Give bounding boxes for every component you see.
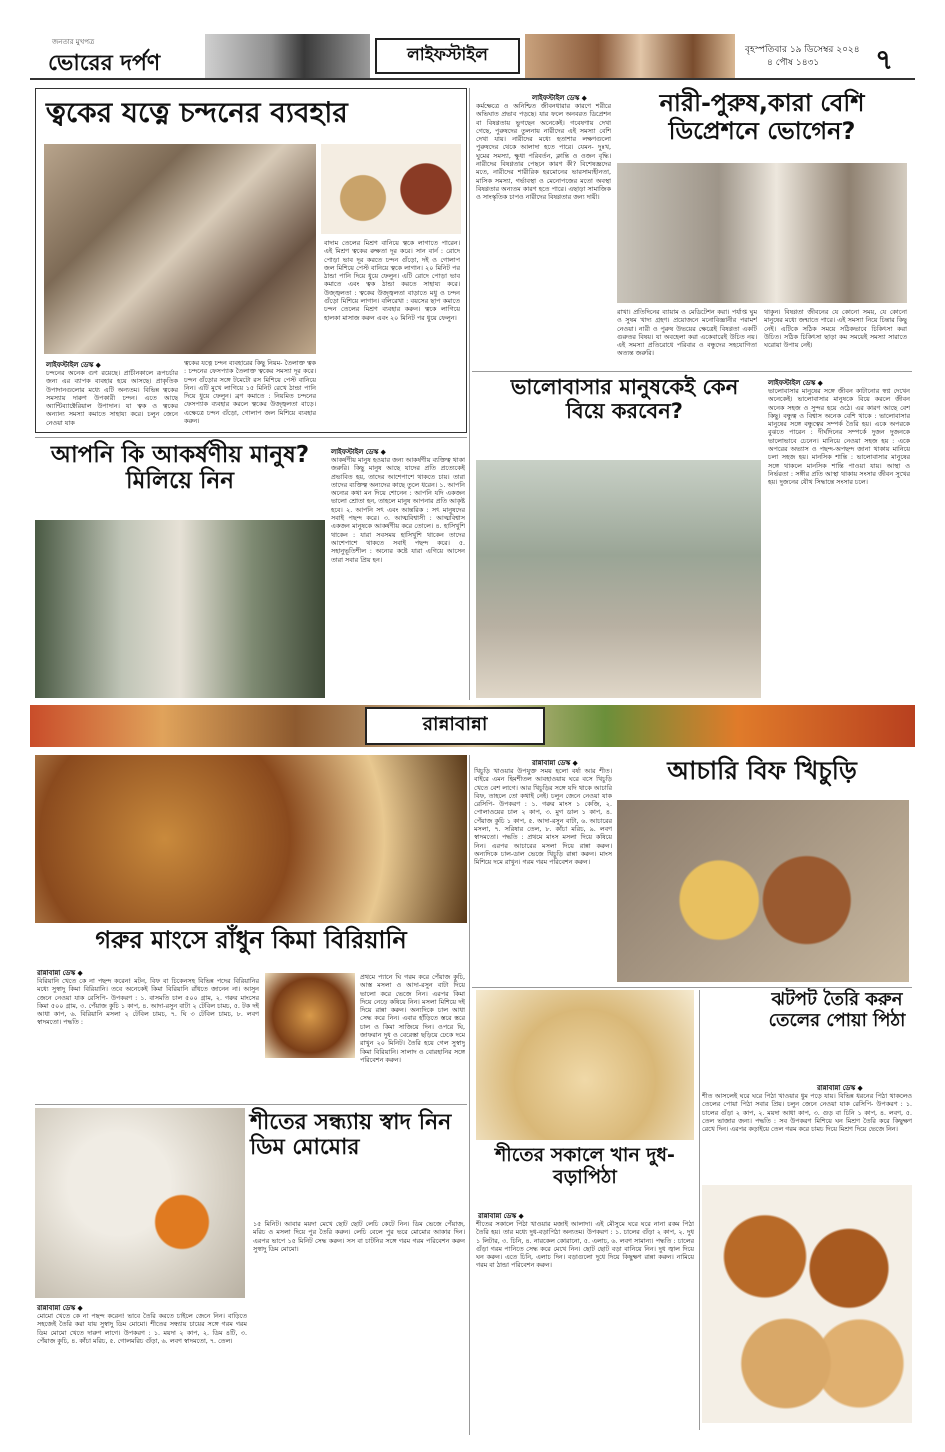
article-title: ত্বকের যত্নে চন্দনের ব্যবহার xyxy=(46,96,348,129)
article-byline: লাইফস্টাইল ডেস্ক ◆ xyxy=(768,379,823,387)
date-gregorian: বৃহস্পতিবার ১৯ ডিসেম্বর ২০২৪ xyxy=(745,45,860,55)
row-divider xyxy=(35,437,467,438)
article-title: গরুর মাংসে রাঁধুন কিমা বিরিয়ানি xyxy=(95,926,407,954)
article-photo-couple-walk xyxy=(476,460,761,698)
logo-text: ভোরের দর্পণ xyxy=(48,50,161,76)
logo-tagline: জনতার মুখপত্র xyxy=(52,38,95,46)
article-photo-meeting xyxy=(35,520,325,698)
article-byline: রান্নাবান্না ডেস্ক ◆ xyxy=(478,1212,524,1220)
column-divider xyxy=(469,755,470,1435)
row-divider xyxy=(472,987,912,988)
header-photo-right xyxy=(525,34,735,78)
article-khichuri xyxy=(472,755,912,985)
cookery-section-title: রান্নাবান্না xyxy=(365,707,545,745)
article-col3: বাদাম তেলের মিশ্রণ বানিয়ে ত্বকে লাগাতে পারেন। এই মিশ্রণ ত্বকের রুক্ষতা দূর করে। সান বার্ন : রোদে পোড়া ভাব দূর করতে চন্দন গুঁড়ো, দই ও গোলাপ জল মিশিয়ে পেস্ট বানিয়ে ত্বকে লাগান। ২০ মিনিট পর ঠান্ডা পানি দিয়ে ধুয়ে ফেলুন। এটি রোদে পোড়া ভাব কমাতে এবং ত্বক ঠান্ডা করতে সাহায্য করে। উজ্জ্বলতা : ত্বকের উজ্জ্বলতা বাড়াতে মধু ও চন্দন গুঁড়ো মিশিয়ে লাগান। বলিরেখা : বয়সের ছাপ কমাতে চন্দন তেলের মিশ্রণ ব্যবহার করুন। ত্বকে লাগিয়ে হালকা মাসাজ করুন এবং ২০ মিনিট পর ধুয়ে ফেলুন। xyxy=(324,239,460,322)
article-biryani xyxy=(35,755,467,1100)
article-title: ঝটপট তৈরি করুন তেলের পোয়া পিঠা xyxy=(768,989,906,1031)
article-byline: রান্নাবান্না ডেস্ক ◆ xyxy=(37,1304,83,1312)
article-photo-sandalwood xyxy=(321,144,461,234)
article-col2: রাখা। প্রতিদিনের ব্যায়াম ও মেডিটেশন করা। পর্যাপ্ত ঘুম ও সুষম খাদ্য গ্রহণ। প্রয়োজনে মনোবিজ্ঞানীর পরামর্শ নেওয়া। নারী ও পুরুষ উভয়ের ক্ষেত্রেই বিষণ্ণতা একটি গুরুতর বিষয়। যা অবহেলা করা একেবারেই উচিত নয়। এই সমস্যা প্রতিরোধে পরিবার ও বন্ধুদের সহযোগিতা অত্যন্ত জরুরি। xyxy=(617,308,757,358)
article-photo-khichuri xyxy=(617,800,909,982)
row-divider xyxy=(472,371,912,372)
section-title: লাইফস্টাইল xyxy=(375,38,520,74)
page-number: ৭ xyxy=(875,43,894,76)
article-title: শীতের সকালে খান দুধ-বড়াপিঠা xyxy=(495,1144,675,1188)
article-byline: রান্নাবান্না ডেস্ক ◆ xyxy=(532,759,578,767)
article-col1: মোমো খেতে কে না পছন্দ করেন! ভাবে তৈরি করতে চাইলে জেনে নিন। বাড়িতে সহজেই তৈরি করা যায় সুস্বাদু ডিম মোমো। শীতের সন্ধ্যায় চায়ের সঙ্গে গরম গরম ডিম মোমো খেতে দারুণ লাগে। উপকরণ : ১. ময়দা ২ কাপ, ২. ডিম ৪টি, ৩. পেঁয়াজ কুচি, ৪. কাঁচা মরিচ, ৫. গোলমরিচ গুঁড়া, ৬. লবণ স্বাদমতো, ৭. তেল। xyxy=(37,1312,247,1345)
article-photo-poa xyxy=(702,1185,912,1423)
masthead xyxy=(30,34,915,80)
article-col1: চন্দনের অনেক গুণ রয়েছে। প্রাচীনকালে রূপচর্চার জন্য এর ব্যাপক ব্যবহার হয়ে আসছে। প্রাকৃতিক উপাদানগুলোর মধ্যে এটি অন্যতম। বিভিন্ন ত্বকের সমস্যায় দারুণ উপকারী চন্দন। এতে আছে অ্যান্টিব্যাক্টেরিয়াল উপাদান। যা ত্বক ও ত্বকের অন্যান্য সমস্যা কমাতে সাহায্য করে। চলুন জেনে নেওয়া যাক xyxy=(46,369,178,427)
article-title: আচারি বিফ খিচুড়ি xyxy=(667,756,857,785)
article-sandalwood xyxy=(35,88,467,433)
article-byline: রান্নাবান্না ডেস্ক ◆ xyxy=(37,969,83,977)
article-byline: লাইফস্টাইল ডেস্ক ◆ xyxy=(46,361,101,369)
article-byline: লাইফস্টাইল ডেস্ক ◆ xyxy=(331,448,386,456)
article-col1: কর্মক্ষেত্রে ও অনিশ্চিত জীবনধারার কারণে শরীরে অভিঘাত প্রভাব পড়ছে। যার ফলে অনবরত ডিপ্রেশন বা বিষণ্ণতায় ভুগছেন অনেকেই। গবেষণায় দেখা গেছে, পুরুষদের তুলনায় নারীদের এই সমস্যা বেশি দেখা যায়। নারীদের মধ্যে হতাশার লক্ষণগুলো পুরুষদের থেকে আলাদা হতে পারে। যেমন- দুঃখ, ঘুমের সমস্যা, ক্ষুধা পরিবর্তন, ক্লান্তি ও ওজন বৃদ্ধি। নারীদের বিষণ্ণতার পেছনে কারণ কী? বিশেষজ্ঞদের মতে, নারীদের শারীরিক হরমোনের ভারসাম্যহীনতা, মাসিক সমস্যা, গর্ভাবস্থা ও মেনোপজের মতো অবস্থা বিষণ্ণতার অন্যতম কারণ হতে পারে। এছাড়া সামাজিক ও সাংস্কৃতিক চাপও নারীদের বিষণ্ণতার জন্য দায়ী। xyxy=(476,102,611,202)
article-body: শীতের সকালে পিঠা খাওয়ার মজাই আলাদা। এই মৌসুমে ঘরে ঘরে নানা রকম পিঠা তৈরি হয়। তার মধ্যে দুধ-বড়াপিঠা অন্যতম। উপকরণ : ১. চালের গুঁড়া ২ কাপ, ২. দুধ ১ লিটার, ৩. চিনি, ৪. নারকেল কোরানো, ৫. এলাচ, ৬. লবণ সামান্য। পদ্ধতি : চালের গুঁড়া গরম পানিতে সেদ্ধ করে মেখে নিন। ছোট ছোট বড়া বানিয়ে নিন। দুধ জ্বাল দিয়ে ঘন করুন। এতে চিনি, এলাচ দিন। বড়াগুলো দুধে দিয়ে কিছুক্ষণ রান্না করুন। নামিয়ে গরম বা ঠান্ডা পরিবেশন করুন। xyxy=(476,1220,694,1270)
article-title: নারী-পুরুষ,কারা বেশি ডিপ্রেশনে ভোগেন? xyxy=(659,89,865,145)
article-title: শীতের সন্ধ্যায় স্বাদ নিন ডিম মোমোর xyxy=(250,1110,452,1161)
article-photo-face-masks xyxy=(44,144,316,354)
article-col2: ১৫ মিনিট। আবার ময়দা মেখে ছোট ছোট লেচি কেটে নিন। ডিম ভেজে পেঁয়াজ, মরিচ ও মসলা দিয়ে পুর তৈরি করুন। লেচি বেলে পুর ভরে মোমোর আকার দিন। এরপর ভাপে ১৫ মিনিট সেদ্ধ করুন। সস বা চাটনির সঙ্গে গরম গরম পরিবেশন করুন সুস্বাদু ডিম মোমো। xyxy=(253,1220,465,1253)
article-depression xyxy=(472,88,912,368)
newspaper-logo xyxy=(30,34,200,78)
article-body: ভালোবাসার মানুষের সঙ্গে জীবন কাটানোর স্বপ্ন দেখেন অনেকেই। ভালোবাসার মানুষকে বিয়ে করলে জীবন অনেক সহজ ও সুন্দর হয়ে ওঠে। এর কারণ আছে বেশ কিছু। বন্ধুত্ব ও বিশ্বাস অনেক বেশি থাকে : ভালোবাসার মানুষের সঙ্গে বন্ধুত্বের সম্পর্ক তৈরি হয়। একে অপরকে বুঝতে পারেন : দীর্ঘদিনের সম্পর্কে দুজন দুজনকে ভালোভাবে চেনেন। মানিয়ে নেওয়া সহজ হয় : একে অপরের অভ্যাস ও পছন্দ-অপছন্দ জানা থাকায় মানিয়ে চলা সহজ হয়। মানসিক শান্তি : ভালোবাসার মানুষের সঙ্গে থাকলে মানসিক শান্তি পাওয়া যায়। আস্থা ও নির্ভরতা : সঙ্গীর প্রতি আস্থা থাকায় সংসার জীবন সুখের হয়। দুজনের যৌথ সিদ্ধান্তে সংসার চলে। xyxy=(768,387,910,487)
article-photo-biryani xyxy=(35,755,467,923)
date-block xyxy=(745,44,860,70)
article-byline: রান্নাবান্না ডেস্ক ◆ xyxy=(817,1084,863,1092)
article-pitha xyxy=(472,990,697,1430)
article-col1: বিরিয়ানি খেতে কে না পছন্দ করেন! মটন, বিফ বা চিকেনসহ বিভিন্ন পদের বিরিয়ানির মধ্যে সুস্বাদু কিমা বিরিয়ানি। তবে অনেকেই কিমা বিরিয়ানি রাঁধতে জানেন না। আসুন জেনে নেওয়া যাক রেসিপি- উপকরণ : ১. বাসমতি চাল ৫০০ গ্রাম, ২. গরুর মাংসের কিমা ৫০০ গ্রাম, ৩. পেঁয়াজ কুচি ১ কাপ, ৪. আদা-রসুন বাটা ২ টেবিল চামচ, ৫. টক দই আধা কাপ, ৬. বিরিয়ানি মসলা ২ টেবিল চামচ, ৭. ঘি ৩ টেবিল চামচ, ৮. লবণ স্বাদমতো। পদ্ধতি : xyxy=(37,977,259,1027)
article-col2: ত্বকের যত্নে চন্দন ব্যবহারের কিছু নিয়ম- তৈলাক্ত ত্বক : চন্দনের ফেসপ্যাক তৈলাক্ত ত্বকের সমস্যা দূর করে। চন্দন গুঁড়োর সঙ্গে টমেটো রস মিশিয়ে পেস্ট বানিয়ে নিন। এটি মুখে লাগিয়ে ১৫ মিনিট রেখে ঠান্ডা পানি দিয়ে ধুয়ে ফেলুন। ব্রণ কমাতে : নিয়মিত চন্দনের ফেসপ্যাক ব্যবহার করলে ত্বকের উজ্জ্বলতা বাড়ে। এক্ষেত্রে চন্দন গুঁড়ো, গোলাপ জল মিশিয়ে ব্যবহার করুন। xyxy=(184,359,316,426)
header-photo-left xyxy=(205,34,370,78)
article-col2: প্রথমে প্যানে ঘি গরম করে পেঁয়াজ কুচি, আস্ত মসলা ও আদা-রসুন বাটা দিয়ে ভালো করে ভেজে নিন। এরপর কিমা দিয়ে নেড়ে কষিয়ে নিন। মসলা মিশিয়ে দই দিয়ে রান্না করুন। অন্যদিকে চাল আধা সেদ্ধ করে নিন। এবার হাঁড়িতে স্তরে স্তরে চাল ও কিমা সাজিয়ে দিন। ওপরে ঘি, জাফরান দুধ ও বেরেস্তা ছড়িয়ে ঢেকে দমে রাখুন ২০ মিনিট। তৈরি হয়ে গেল সুস্বাদু কিমা বিরিয়ানি। সালাদ ও বোরহানির সঙ্গে পরিবেশন করুন। xyxy=(360,973,465,1064)
article-photo-pitha xyxy=(476,990,694,1140)
article-attractive xyxy=(35,440,467,700)
article-title: আপনি কি আকর্ষণীয় মানুষ? মিলিয়ে নিন xyxy=(50,442,310,495)
article-photo-couple xyxy=(617,163,907,303)
article-byline: লাইফস্টাইল ডেস্ক ◆ xyxy=(532,94,587,102)
article-photo-momo xyxy=(35,1108,245,1298)
article-col3: থাকুন। বিষণ্ণতা জীবনের যে কোনো সময়, যে কোনো মানুষের মধ্যে জন্মাতে পারে। এই সমস্যা নিয়ে চিন্তার কিছু নেই। এটিকে সঠিক সময়ে সঠিকভাবে চিকিৎসা করা উচিত। সঠিক চিকিৎসা ছাড়া কম সময়েই সমস্যা সারাতে ঘরোয়া উপায় নেই। xyxy=(764,308,907,350)
article-body: শীত আসলেই ঘরে ঘরে পিঠা খাওয়ার ধুম পড়ে যায়। বিভিন্ন ধরনের পিঠা থাকলেও তেলের পোয়া পিঠা সবার প্রিয়। চলুন জেনে নেওয়া যাক রেসিপি- উপকরণ : ১. চালের গুঁড়া ২ কাপ, ২. ময়দা আধা কাপ, ৩. গুড় বা চিনি ১ কাপ, ৪. লবণ, ৫. তেল ভাজার জন্য। পদ্ধতি : সব উপকরণ মিশিয়ে ঘন মিশ্রণ তৈরি করে কিছুক্ষণ রেখে দিন। এরপর কড়াইয়ে তেল গরম করে চামচ দিয়ে মিশ্রণ দিয়ে ভেজে নিন। xyxy=(702,1092,912,1134)
article-body: আকর্ষণীয় মানুষ হওয়ার জন্য আকর্ষণীয় ব্যক্তিত্ব থাকা জরুরি। কিছু মানুষ আছে যাদের প্রতি প্রত্যেকেই প্রভাবিত হয়, তাদের আশেপাশে থাকতে চায়। তারা তাদের ব্যক্তিত্ব অন্যদের কাছে তুলে ধরেন। ১. আপনি অন্যের কথা মন দিয়ে শোনেন : আপনি যদি একজন ভালো শ্রোতা হন, তাহলে মানুষ আপনার প্রতি আকৃষ্ট হবে। ২. আপনি সৎ এবং আন্তরিক : সৎ মানুষদের সবাই পছন্দ করে। ৩. আত্মবিশ্বাসী : আত্মবিশ্বাস একজন মানুষকে আকর্ষণীয় করে তোলে। ৪. হাসিখুশি থাকেন : যারা সবসময় হাসিখুশি থাকেন তাদের আশেপাশে থাকতে সবাই পছন্দ করে। ৫. সহানুভূতিশীল : অন্যের কষ্টে যারা এগিয়ে আসেন তারা সবার প্রিয় হন। xyxy=(331,456,465,564)
article-body: খিচুড়ি খাওয়ার উপযুক্ত সময় হলো বর্ষা আর শীত। বাইরে এমন হিমশীতল আবহাওয়ায় ঘরে বসে খিচুড়ি খেতে বেশ লাগে। আর খিচুড়ির সঙ্গে যদি থাকে আচারি বিফ, তাহলে তো কথাই নেই। চলুন জেনে নেওয়া যাক রেসিপি- উপকরণ : ১. গরুর মাংস ১ কেজি, ২. পোলাওয়ের চাল ২ কাপ, ৩. মুগ ডাল ১ কাপ, ৪. পেঁয়াজ কুচি ১ কাপ, ৫. আদা-রসুন বাটা, ৬. আচারের মসলা, ৭. সরিষার তেল, ৮. কাঁচা মরিচ, ৯. লবণ স্বাদমতো। পদ্ধতি : প্রথমে মাংস মসলা দিয়ে কষিয়ে নিন। এরপর আচারের মসলা দিয়ে রান্না করুন। অন্যদিকে চাল-ডাল ভেজে খিচুড়ি রান্না করুন। মাংস মিশিয়ে দমে রাখুন। গরম গরম পরিবেশন করুন। xyxy=(474,767,612,867)
article-poa xyxy=(702,990,914,1430)
row-divider xyxy=(35,1104,467,1105)
article-marry xyxy=(472,375,912,700)
article-momo xyxy=(35,1108,467,1433)
date-bengali: ৪ পৌষ ১৪৩১ xyxy=(767,58,820,68)
column-divider xyxy=(699,990,700,1430)
article-title: ভালোবাসার মানুষকেই কেন বিয়ে করবেন? xyxy=(510,375,739,424)
column-divider xyxy=(469,88,470,700)
